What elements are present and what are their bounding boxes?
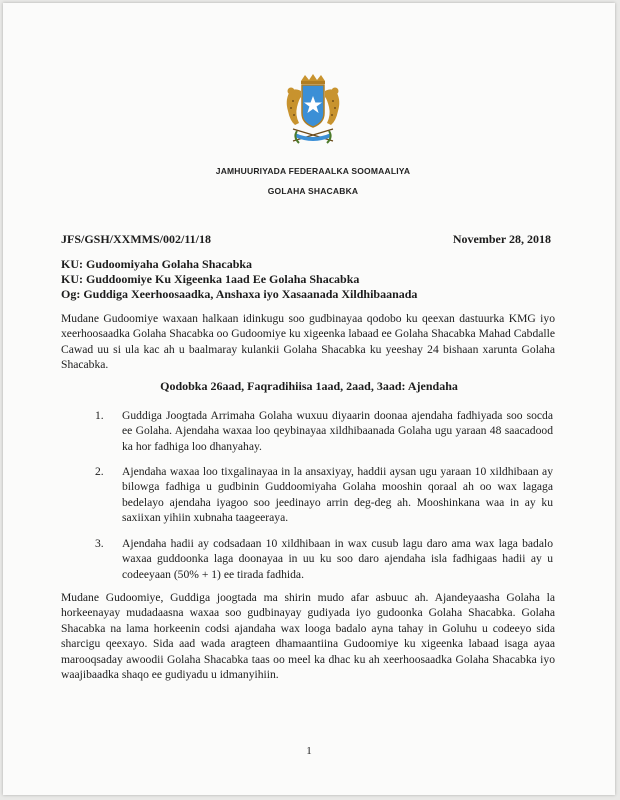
list-item-number: 3. [95, 537, 104, 550]
somalia-coat-of-arms-icon [271, 71, 355, 151]
list-item-text: Ajendaha hadii ay codsadaan 10 xildhibaan in wax cusub lagu daro ama wax laga badalo waxaa guddoonka laga doonayaa in uu ku soo daro ajendaha isla fadhigaas hadii ay u codeeyaan (50% + 1) ee tirada fadhida. [122, 537, 553, 581]
addressee-line: KU: Guddoomiye Ku Xigeenka 1aad Ee Golaha Shacabka [61, 272, 360, 286]
parliament-name: GOLAHA SHACABKA [267, 186, 359, 196]
list-item-number: 2. [95, 465, 104, 478]
letter-date: November 28, 2018 [452, 232, 551, 246]
list-item [95, 536, 553, 582]
addressee-line: KU: Gudoomiyaha Golaha Shacabka [61, 257, 253, 271]
addressee-line: Og: Guddiga Xeerhoosaadka, Anshaxa iyo Xasaanada Xildhibaanada [61, 287, 418, 301]
page-number: 1 [306, 745, 312, 757]
list-item-text: Guddiga Joogtada Arrimaha Golaha wuxuu diyaarin doonaa ajendaha fadhiyada soo socda ee Golaha. Ajendaha waxaa loo qeybinayaa xildhibaanada Golaha ugu yaraan 48 saacadood ka hor fadhiga loo dhanyahay. [122, 409, 553, 453]
list-item [95, 464, 553, 526]
list-item-text: Ajendaha waxaa loo tixgalinayaa in la ansaxiyay, haddii aysan ugu yaraan 10 xildhibaan ay bilowga fadhiga u gudbinin Guddoomiyaha Golaha mooshin qoraal ah oo wax lagaga bedelayo ajendaha iyagoo soo jeedinayo arrin deg-deg ah. Mooshinkana waa in ay ku saxiixan yihiin xubnaha taageeraya. [122, 465, 553, 525]
closing-paragraph: Mudane Gudoomiye, Guddiga joogtada ma shirin mudo afar asbuuc ah. Ajandeyaasha Golaha la horkeenayay mudadaasna waxaa soo gudbinayay gudiyada iyo gudoonka Golaha Shacabka. Golaha Shacabka na lama horkeenin codsi ajandaha wax looga badalo ayna tahay in Goluhu u codeeyo sida sharcigu qeexayo. Sida aad wada aragteen dhamaantiina Gudoomiye ku xigeenka labaad isaga ayaa marooqsaday awoodii Golaha Shacabka taas oo meel ka dhac ku ah xeerhoosaadka Golaha Shacabka iyo waajibaadka shaqo ee gudiyadu u idmanyihiin. [61, 591, 555, 682]
subject-heading: Qodobka 26aad, Faqradihiisa 1aad, 2aad, 3aad: Ajendaha [160, 379, 458, 393]
document-page [3, 3, 615, 795]
reference-number: JFS/GSH/XXMMS/002/11/18 [61, 232, 212, 246]
republic-name: JAMHUURIYADA FEDERAALKA SOOMAALIYA [215, 166, 411, 176]
intro-paragraph: Mudane Gudoomiye waxaan halkaan idinkugu soo gudbinayaa qodobo ku qeexan dastuurka KMG iyo xeerhoosaadka Golaha Shacabka oo Gudoomiye ku xigeenka labaad ee Golaha Shacabka Mahad Cabdalle Cawad uu si ula kac ah u baalmaray kulankii Golaha Shacabka ku yeeshay 24 bishaan xarunta Golaha Shacabka. [61, 312, 555, 372]
list-item-number: 1. [95, 409, 104, 422]
list-item [95, 408, 553, 454]
